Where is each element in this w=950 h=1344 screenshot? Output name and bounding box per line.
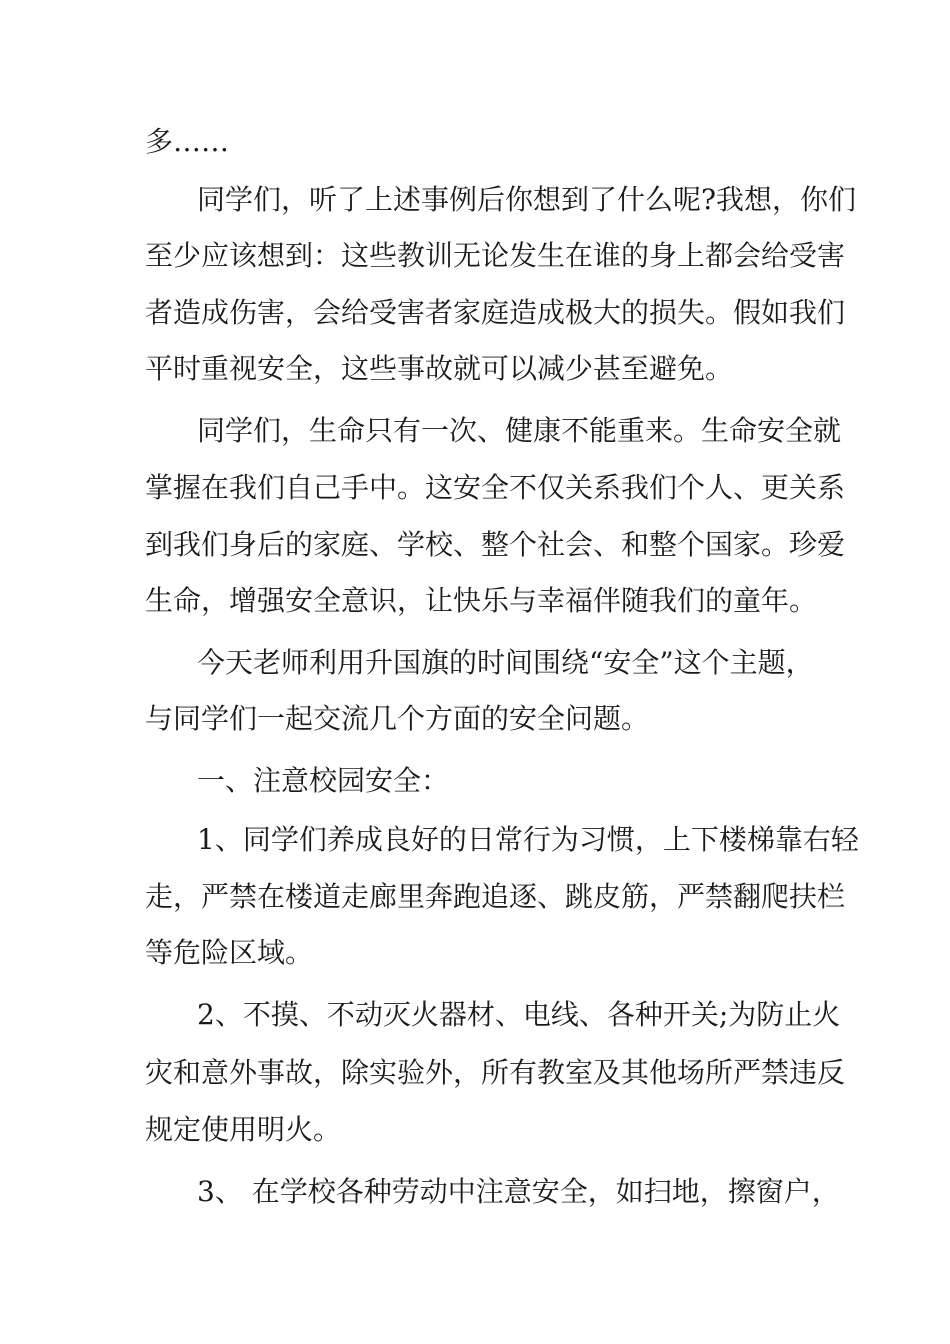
text-line: 同学们，听了上述事例后你想到了什么呢?我想，你们 xyxy=(197,183,857,216)
text-line: 生命，增强安全意识，让快乐与幸福伴随我们的童年。 xyxy=(145,584,818,617)
text-line: 1、同学们养成良好的日常行为习惯，上下楼梯靠右轻 xyxy=(197,823,859,856)
text-line: 同学们，生命只有一次、健康不能重来。生命安全就 xyxy=(197,414,842,447)
text-line: 灾和意外事故，除实验外，所有教室及其他场所严禁违反 xyxy=(145,1056,846,1089)
text-line: 走，严禁在楼道走廊里奔跑追逐、跳皮筋，严禁翻爬扶栏 xyxy=(145,880,846,913)
text-line: 至少应该想到：这些教训无论发生在谁的身上都会给受害 xyxy=(145,239,846,272)
text-line: 到我们身后的家庭、学校、整个社会、和整个国家。珍爱 xyxy=(145,528,846,561)
section-heading: 一、注意校园安全： xyxy=(197,764,450,797)
text-line: 掌握在我们自己手中。这安全不仅关系我们个人、更关系 xyxy=(145,471,846,504)
text-line: 规定使用明火。 xyxy=(145,1113,342,1146)
text-line: 等危险区域。 xyxy=(145,936,314,969)
text-line: 多…… xyxy=(145,125,230,158)
text-line: 者造成伤害，会给受害者家庭造成极大的损失。假如我们 xyxy=(145,296,846,329)
text-line: 与同学们一起交流几个方面的安全问题。 xyxy=(145,702,650,735)
text-line: 平时重视安全，这些事故就可以减少甚至避免。 xyxy=(145,352,734,385)
text-line: 2、不摸、不动灭火器材、电线、各种开关;为防止火 xyxy=(197,998,841,1031)
text-line: 今天老师利用升国旗的时间围绕“安全”这个主题， xyxy=(197,646,814,679)
text-line: 3、 在学校各种劳动中注意安全，如扫地，擦窗户， xyxy=(197,1175,840,1208)
